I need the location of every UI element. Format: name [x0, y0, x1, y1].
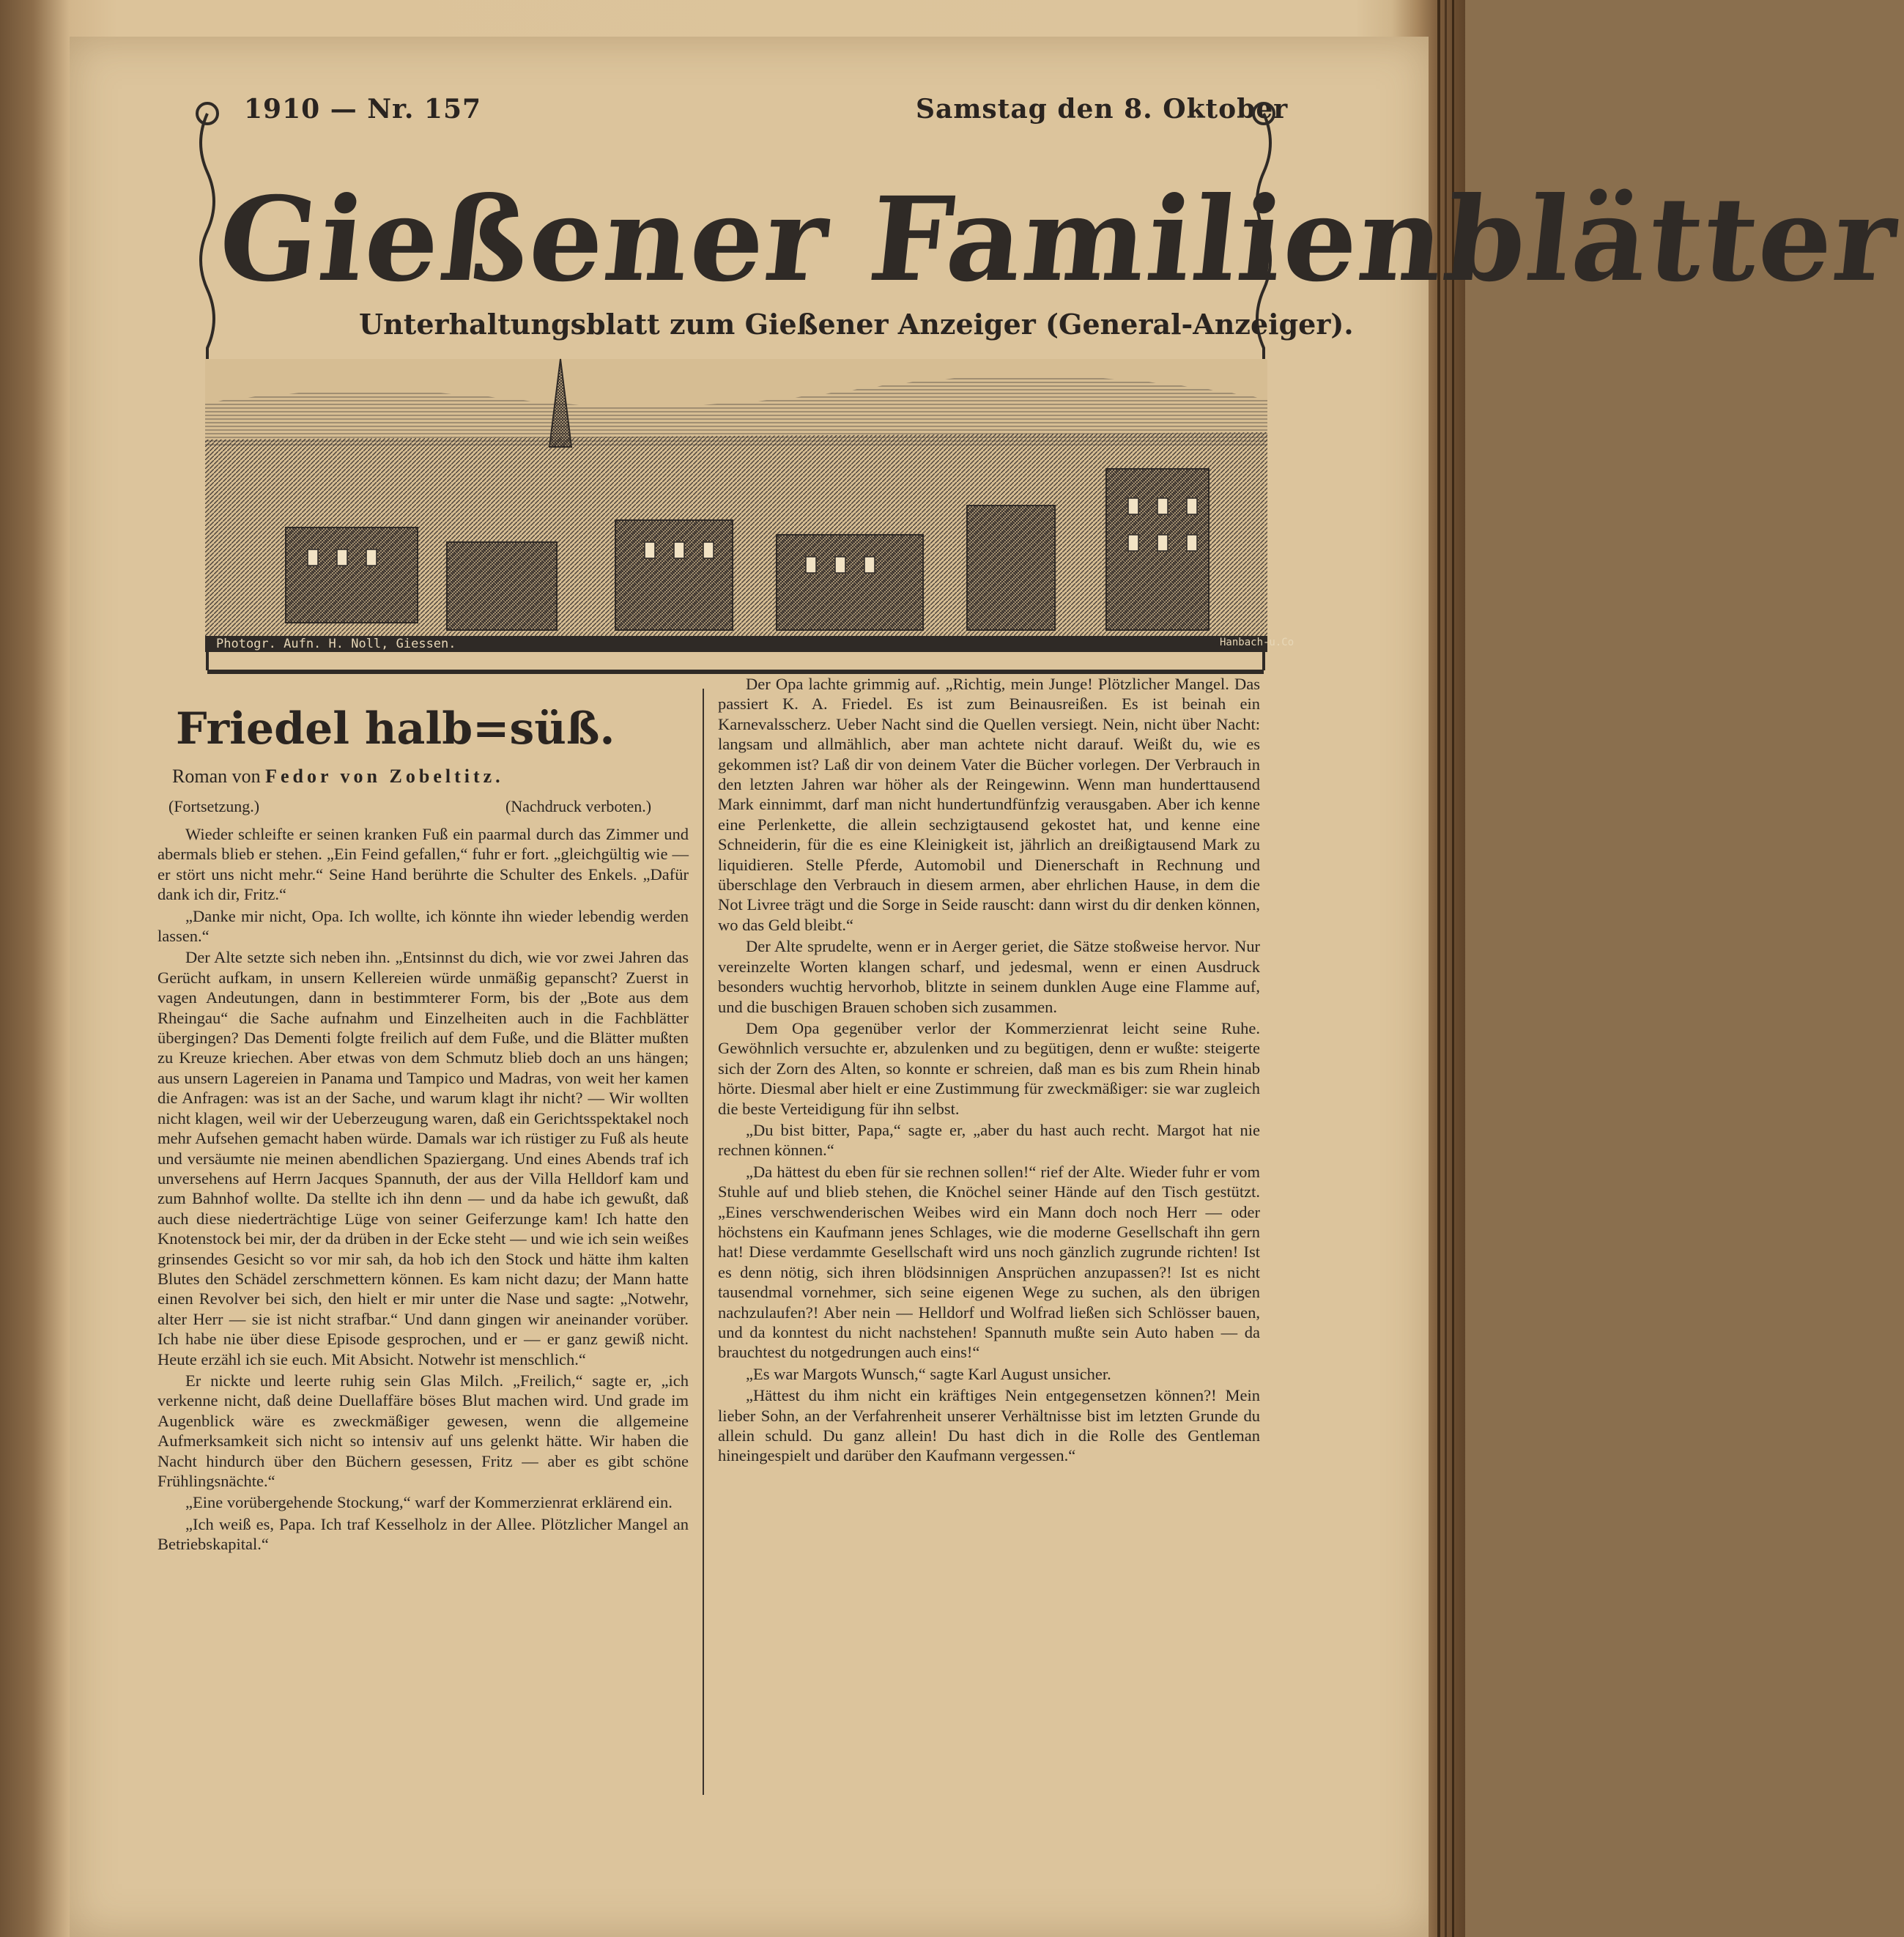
article-column-2	[718, 674, 1260, 1799]
paragraph: „Hättest du ihm nicht ein kräftiges Nein entgegensetzen können?! Mein lieber Sohn, an der Verfahrenheit unserer Verhältnisse bist im letzten Grunde du allein schuld. Du ganz allein! Du hast dich in die Rolle des Gentleman hineingespielt und darüber den Kaufmann vergessen.“	[718, 1386, 1260, 1465]
building	[615, 520, 733, 630]
issue-date: Samstag den 8. Oktober	[916, 94, 1289, 125]
paragraph: „Du bist bitter, Papa,“ sagte er, „aber du hast auch recht. Margot hat nie rechnen können.“	[718, 1120, 1260, 1160]
masthead-subtitle: Unterhaltungsblatt zum Gießener Anzeiger (General-Anzeiger).	[359, 308, 1354, 341]
author-name: Fedor von Zobeltitz.	[265, 766, 504, 787]
building	[777, 535, 923, 630]
rights-note: (Nachdruck verboten.)	[505, 797, 652, 815]
paragraph: „Ich weiß es, Papa. Ich traf Kesselholz in der Allee. Plötzlicher Mangel an Betriebskapital.“	[158, 1514, 689, 1554]
paragraph: Der Opa lachte grimmig auf. „Richtig, mein Junge! Plötzlicher Mangel. Das passiert K. A. Friedel. Es ist zum Beinausreißen. Es ist beinah ein Karnevalsscherz. Ueber Nacht sind die Quellen versiegt. Nein, nicht über Nacht: langsam und allmählich, aber man achtete nicht darauf. Weißt du, wie es gekommen ist? Laß dir von deinem Vater die Bücher vorlegen. Der Verbrauch in den letzten Jahren war höher als der Reingewinn. Wenn man hunderttausend Mark einnimmt, darf man nicht hundertundfünfzig verausgaben. Aber ich kenne eine Perlenkette, die allein sechzigtausend gekostet hat, und kenne eine Schneiderin, für die es eine Kleinigkeit ist, jährlich an dreißigtausend Mark zu liquidieren. Stelle Pferde, Automobil und Dienerschaft in Rechnung und überschlage den Verbrauch in diesem armen, aber ehrlichen Hause, in dem die Not Livree trägt und die Sorge in Seide rauscht: dann wirst du dir denken können, wo das Geld bleibt.“	[718, 675, 1260, 934]
photo-credit: Photogr. Aufn. H. Noll, Giessen.	[216, 637, 456, 651]
paragraph: „Es war Margots Wunsch,“ sagte Karl August unsicher.	[746, 1364, 1111, 1383]
byline-prefix: Roman von	[172, 766, 261, 787]
building	[447, 542, 557, 630]
city-view-engraving	[205, 359, 1267, 652]
article-column-1	[158, 824, 689, 1791]
issue-number: 1910 — Nr. 157	[244, 94, 482, 125]
paragraph: Er nickte und leerte ruhig sein Glas Milch. „Freilich,“ sagte er, „ich verkenne nicht, daß deine Duellaffäre böses Blut machen wird. Und grade im Augenblick wäre es zweckmäßiger gewesen, wenn die allgemeine Aufmerksamkeit sich nicht so intensiv auf uns gelenkt hätte. Wir haben die Nacht hindurch über den Büchern gesessen, Fritz — aber es gibt schöne Frühlingsnächte.“	[158, 1371, 689, 1490]
building	[286, 527, 418, 623]
masthead-title: Gießener Familienblätter	[212, 172, 1904, 308]
paragraph: „Eine vorübergehende Stockung,“ warf der Kommerzienrat erklärend ein.	[185, 1493, 673, 1512]
paragraph: Dem Opa gegenüber verlor der Kommerzienrat leicht seine Ruhe. Gewöhnlich versuchte er, abzulenken und zu begütigen, denn er wußte: steigerte sich der Zorn des Alten, so konnte er schreien, daß man es bis zum Rhein hinab hörte. Diesmal aber hielt er eine Zustimmung für zweckmäßiger: sie war zugleich die beste Verteidigung für ihn selbst.	[718, 1018, 1260, 1118]
engraver-credit: Hanbach-u.Co	[1220, 637, 1294, 648]
paragraph: Wieder schleifte er seinen kranken Fuß ein paarmal durch das Zimmer und abermals blieb er stehen. „Ein Feind gefallen,“ fuhr er fort. „gleichgültig wie — er stört uns nicht mehr.“ Seine Hand berührte die Schulter des Enkels. „Dafür dank ich dir, Fritz.“	[158, 825, 689, 904]
paragraph: „Danke mir nicht, Opa. Ich wollte, ich könnte ihn wieder lebendig werden lassen.“	[158, 906, 689, 946]
story-byline	[172, 766, 504, 788]
paragraph: Der Alte sprudelte, wenn er in Aerger geriet, die Sätze stoßweise hervor. Nur vereinzelte Worten klangen scharf, und jedesmal, wenn er einen Ausdruck besonders wuchtig hervorhob, blitzte in seinem dunklen Auge eine Flamme auf, und die buschigen Brauen schoben sich zusammen.	[718, 937, 1260, 1016]
continuation-note: (Fortsetzung.)	[168, 797, 260, 815]
column-rule	[703, 689, 704, 1795]
story-title: Friedel halb=süß.	[176, 703, 615, 755]
building	[967, 505, 1055, 630]
paragraph: „Da hättest du eben für sie rechnen sollen!“ rief der Alte. Wieder fuhr er vom Stuhle auf und blieb stehen, die Knöchel seiner Hände auf den Tisch gestützt. „Eines verschwenderischen Weibes wird ein Mann doch noch Herr — oder höchstens ein Kaufmann jenes Schlages, wie die moderne Gesellschaft ihn gern hat! Diese verdammte Gesellschaft wird uns noch gänzlich zugrunde richten! Ist es denn nötig, sich ihren blödsinnigen Ansprüchen anzupassen?! Ist es nicht tausendmal vornehmer, sich seine eigenen Wege zu suchen, als den übrigen nachzulaufen?! Aber nein — Helldorf und Wolfrad ließen sich Schlösser bauen, und da konntest du nicht nachstehen! Spannuth mußte sein Auto haben — da brauchtest du notgedrungen auch eins!“	[718, 1162, 1260, 1362]
paragraph: Der Alte setzte sich neben ihn. „Entsinnst du dich, wie vor zwei Jahren das Gerücht aufkam, in unsern Kellereien würde unmäßig gepanscht? Zuerst in vagen Andeutungen, dann in bestimmterer Form, bis der „Bote aus dem Rheingau“ die Sache aufnahm und Einzelheiten auch in die Fachblätter übergingen? Das Dementi folgte freilich auf dem Fuße, und die Blätter mußten zu Kreuze kriechen. Aber etwas von dem Schmutz blieb doch an uns hängen; aus unsern Lagereien in Panama und Tampico und Madras, von weit her kamen die Anfragen: was ist an der Sache, und warum klagt ihr nicht? — Wir wollten nicht klagen, weil wir der Ueberzeugung waren, daß ein Gerichtsspektakel noch mehr Aufsehen gemacht haben würde. Damals war ich rüstiger zu Fuß als heute und versäumte nie meinen abendlichen Spaziergang. Und eines Abends traf ich unversehens auf Herrn Jacques Spannuth, der aus der Villa Helldorf kam und zum Bahnhof wollte. Da stellte ich ihn denn — und da habe ich gewußt, daß auch diese niederträchtige Lüge von seiner Geiferzunge kam! Ich hatte den Knotenstock bei mir, der da drüben in der Ecke steht — und wie ich sein weißes grinsendes Gesicht so vor mir sah, da hob ich den Stock und hätte ihm kalten Blutes den Schädel zerschmettern können. Es kam nicht dazu; der Mann hatte einen Revolver bei sich, den hielt er mir unter die Nase und sagte: „Notwehr, alter Herr — sie ist nicht strafbar.“ Und dann gingen wir aneinander vorüber. Ich habe nie über diese Episode gesprochen, und er — er ganz gewiß nicht. Heute erzähl ich sie euch. Mit Absicht. Notwehr ist menschlich.“	[158, 948, 689, 1369]
newspaper-page	[70, 37, 1904, 1937]
